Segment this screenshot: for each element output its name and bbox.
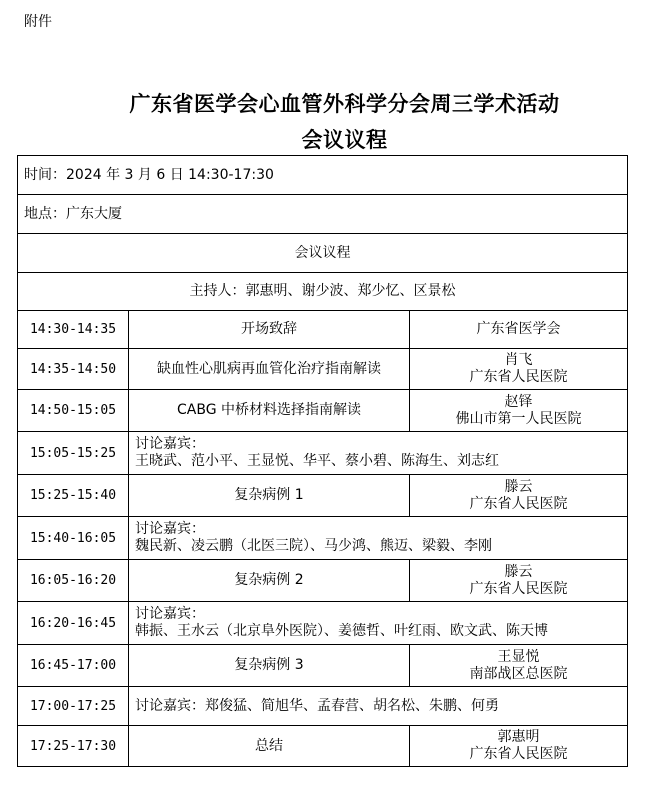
session-speaker: [410, 560, 628, 602]
location-row: [18, 195, 628, 234]
hosts: 主持人：郭惠明、谢少波、郑少忆、区景松: [18, 273, 628, 311]
session-speaker: [410, 349, 628, 390]
table-row: [18, 560, 628, 602]
speaker-name: 王显悦: [497, 648, 540, 665]
table-row: [18, 432, 628, 475]
discussion-panel: [129, 517, 628, 560]
discussion-label: 讨论嘉宾：: [135, 521, 205, 537]
time-row: [18, 156, 628, 195]
session-time: 15:40-16:05: [18, 517, 129, 560]
discussion-guests: 魏民新、凌云鹏（北医三院）、马少鸿、熊迈、梁毅、李刚: [135, 538, 492, 554]
speaker-name: 赵铎: [504, 393, 533, 410]
table-row: [18, 687, 628, 726]
section-title-row: [18, 234, 628, 273]
session-topic: 总结: [129, 726, 410, 767]
document-subtitle: 会议议程: [301, 127, 388, 152]
agenda-section-title: 会议议程: [18, 234, 628, 273]
session-speaker: [410, 726, 628, 767]
table-row: [18, 311, 628, 349]
discussion-guests: 韩振、王水云（北京阜外医院）、姜德哲、叶红雨、欧文武、陈天博: [135, 623, 548, 639]
table-row: [18, 475, 628, 517]
table-row: [18, 390, 628, 432]
hosts-row: [18, 273, 628, 311]
session-time: 16:45-17:00: [18, 645, 129, 687]
speaker-org: 佛山市第一人民医院: [455, 410, 582, 427]
session-time: 15:05-15:25: [18, 432, 129, 475]
speaker-org: 广东省人民医院: [469, 495, 568, 512]
session-time: 16:20-16:45: [18, 602, 129, 645]
discussion-panel: [129, 602, 628, 645]
session-time: 14:30-14:35: [18, 311, 129, 349]
speaker-org: 广东省医学会: [476, 321, 561, 337]
speaker-org: 南部战区总医院: [469, 665, 568, 682]
attachment-label: 附件: [24, 14, 52, 30]
document-title: 广东省医学会心血管外科学分会周三学术活动: [129, 91, 560, 116]
session-topic: 复杂病例 3: [129, 645, 410, 687]
session-speaker: [410, 311, 628, 349]
speaker-name: 滕云: [504, 563, 533, 580]
session-time: 15:25-15:40: [18, 475, 129, 517]
session-speaker: [410, 390, 628, 432]
table-row: [18, 602, 628, 645]
table-row: [18, 349, 628, 390]
meeting-location: 地点：广东大厦: [18, 195, 628, 234]
session-time: 16:05-16:20: [18, 560, 129, 602]
session-time: 14:50-15:05: [18, 390, 129, 432]
session-time: 17:00-17:25: [18, 687, 129, 726]
agenda-table: [17, 155, 628, 767]
session-topic: 开场致辞: [129, 311, 410, 349]
speaker-name: 肖飞: [504, 352, 533, 368]
speaker-org: 广东省人民医院: [469, 746, 568, 762]
discussion-label: 讨论嘉宾：: [135, 606, 205, 622]
speaker-name: 郭惠明: [497, 729, 540, 745]
discussion-panel: 讨论嘉宾：郑俊猛、简旭华、孟春营、胡名松、朱鹏、何勇: [129, 687, 628, 726]
speaker-org: 广东省人民医院: [469, 369, 568, 385]
session-topic: 缺血性心肌病再血管化治疗指南解读: [129, 349, 410, 390]
session-time: 17:25-17:30: [18, 726, 129, 767]
session-speaker: [410, 475, 628, 517]
speaker-org: 广东省人民医院: [469, 580, 568, 597]
table-row: [18, 726, 628, 767]
session-topic: 复杂病例 1: [129, 475, 410, 517]
session-speaker: [410, 645, 628, 687]
table-row: [18, 517, 628, 560]
discussion-panel: [129, 432, 628, 475]
session-topic: CABG 中桥材料选择指南解读: [129, 390, 410, 432]
session-topic: 复杂病例 2: [129, 560, 410, 602]
discussion-guests: 王晓武、范小平、王显悦、华平、蔡小碧、陈海生、刘志红: [135, 453, 499, 469]
meeting-time: 时间：2024 年 3 月 6 日 14:30-17:30: [18, 156, 628, 195]
table-row: [18, 645, 628, 687]
discussion-label: 讨论嘉宾：: [135, 436, 205, 452]
speaker-name: 滕云: [504, 478, 533, 495]
session-time: 14:35-14:50: [18, 349, 129, 390]
